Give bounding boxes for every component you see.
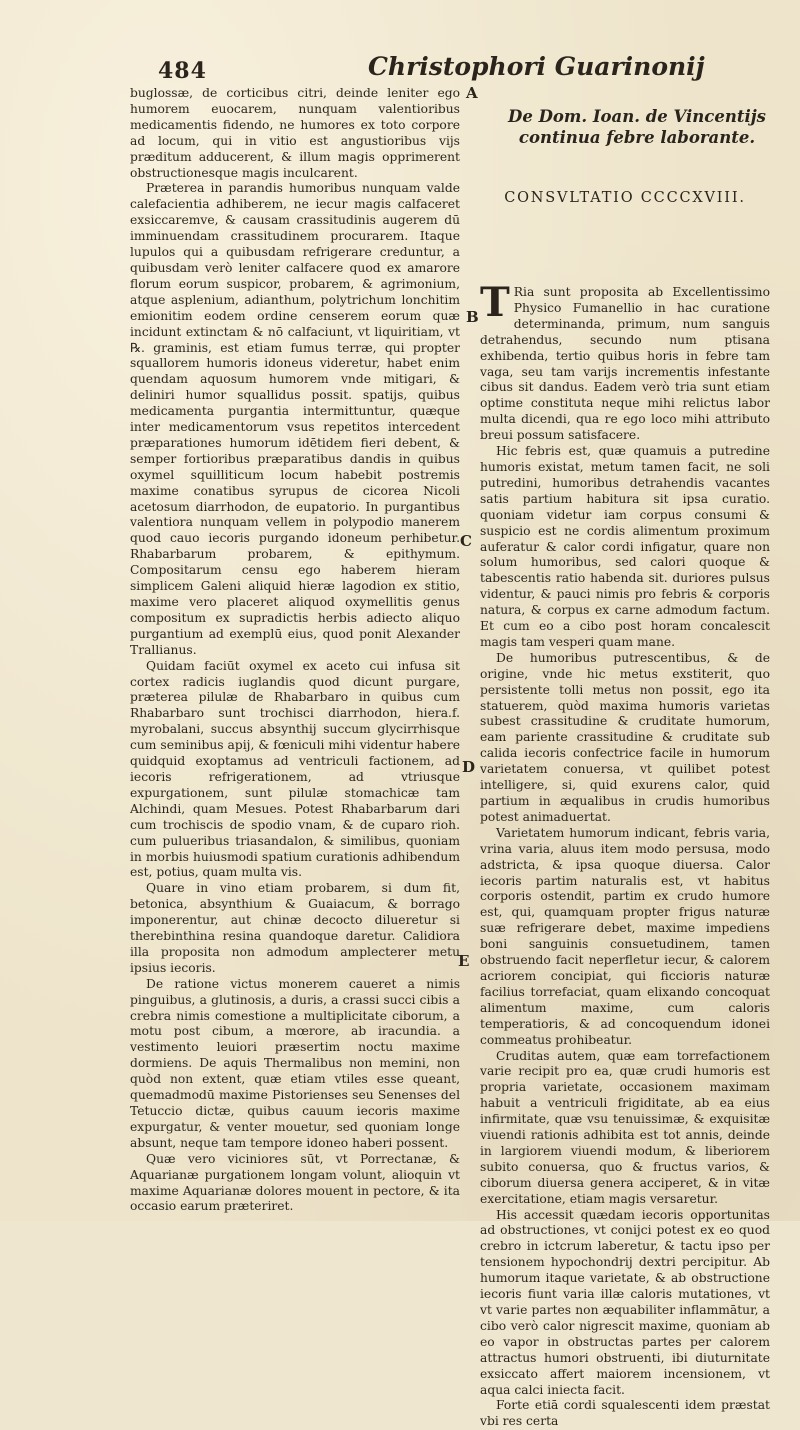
- left-column: [130, 86, 460, 1214]
- page-number: 484: [158, 58, 207, 84]
- right-paragraph: Varietatem humorum indicant, febris varia, vrina varia, aluus item modo persusa, modo adstricta, & ipsa quoque diuersa. Calor iecoris partim naturalis est, vt habitus corporis ostendit, partim ex crudo humore est, qui, quamquam propter frigus naturæ suæ refrigerare debet, maxime impediens boni sanguinis consuetudinem, tamen obstruendo facit neperfletur iecur, & calorem acriorem concipiat, qui ficcioris naturæ facilius torrefaciat, quam elixando concoquat alimentum maxime, cum caloris temperatioris, & ad concoquendum idonei commeatus prohibeatur.: [480, 825, 770, 1047]
- margin-letter-e: E: [458, 952, 470, 970]
- left-paragraph: Quidam faciūt oxymel ex aceto cui infusa sit cortex radicis iuglandis quod dicunt purgare, præterea pilulæ de Rhabarbaro in quibus cum Rhabarbaro sunt trochisci diarrhodon, hiera.f. myrobalani, succus absynthij succum glycirrhisque cum seminibus apij, & fœniculi mihi videntur habere quidquid exoptamus ad ventriculi factionem, ad iecoris refrigerationem, ad vtriusque expurgationem, sunt pilulæ stomachicæ tam Alchindi, quam Mesues. Potest Rhabarbarum dari cum trochiscis de spodio vnam, & de cuparo rioh. cum pulueribus triasandalon, & similibus, quoniam in morbis huiusmodi spatium curationis adhibendum est, potius, quam multa vis.: [130, 658, 460, 880]
- margin-letter-c: C: [460, 532, 472, 550]
- drop-cap: T: [480, 279, 510, 326]
- right-column: [480, 279, 770, 1429]
- running-head: Christophori Guarinonij: [368, 52, 705, 81]
- margin-letter-a: A: [466, 84, 478, 102]
- left-paragraph: Præterea in parandis humoribus nunquam valde calefacientia adhiberem, ne iecur magis calfaceret exsiccaremve, & causam crassitudinis augerem dū imminuendam crassitudinem procurarem. Itaque lupulos qui a quibusdam refrigerare creduntur, a quibusdam verò leniter calfacere quod ex amarore florum eorum suspicor, probarem, & agrimonium, atque asplenium, adianthum, polytrichum lonchitim emionitim eodem ordine censerem eorum quæ incidunt extinctam & nō calfaciunt, vt liquiritiam, vt ℞. graminis, est etiam fumus terræ, qui propter squallorem humoris idoneus videretur, habet enim quendam aquosum humorem vnde mitigari, & deliniri humor squallidus possit. spatijs, quibus medicamenta purgantia intermittuntur, quæque inter medicamentorum vsus repetitos intercedent præparationes humorum idētidem fieri debent, & semper fortioribus præparatibus dandis in quibus oxymel squilliticum locum habebit postremis maxime conatibus syrupus de cicorea Nicoli acetosum diarrhodon, de eupatorio. In purgantibus valentiora nunquam vellem in polypodio manerem quod cauo iecoris purgando idoneum perhibetur. Rhabarbarum probarem, & epithymum. Compositarum censu ego haberem hieram simplicem Galeni aliquid hieræ lagodion ex stitio, maxime vero placeret aliquod oxymellitis genus compositum ex supradictis herbis adiecto aliquo purgantium ad exemplū eius, quod ponit Alexander Trallianus.: [130, 181, 460, 657]
- right-paragraph-text: Ria sunt proposita ab Excellentissimo Physico Fumanellio in hac curatione determinanda, primum, num sanguis detrahendus, secundo num ptisana exhibenda, tertio quibus horis in febre tam vaga, seu tam varijs incrementis infestante cibus sit dandus. Eadem verò tria sunt etiam optime constituta neque mihi relictus labor multa dicendi, qua re ego loco mihi attributo breui possum satisfacere.: [480, 285, 770, 443]
- left-paragraph: Quæ vero viciniores sūt, vt Porrectanæ, & Aquarianæ purgationem longam volunt, alioquin vt maxime Aquarianæ dolores mouent in pectore, & ita occasio earum præteriret.: [130, 1151, 460, 1214]
- right-paragraph-first: [480, 279, 770, 444]
- left-paragraph: Quare in vino etiam probarem, si dum fit, betonica, absynthium & Guaiacum, & borrago imponerentur, aut chinæ decocto dilueretur si therebinthina resina quandoque daretur. Calidiora illa proposita non admodum amplecterer metu ipsius iecoris.: [130, 881, 460, 975]
- right-paragraph: De humoribus putrescentibus, & de origine, vnde hic metus exstiterit, quo persistente tolli metus non possit, ego ita statuerem, quòd maxima humoris varietas subest crassitudine & cruditate humorum, eam pariente crassitudine & cruditate sub calida iecoris confectrice facile in humorum varietatem conuersa, vt quilibet potest intelligere, si, quid exurens calor, quid partium in æqualibus in crudis humoribus potest animaduertat.: [480, 650, 770, 824]
- left-paragraph: buglossæ, de corticibus citri, deinde leniter ego humorem euocarem, nunquam valentioribus medicamentis fidendo, ne humores ex toto corpore ad locum, qui in vitio est angustioribus vijs præditum adducerent, & illum magis opprimerent obstructionesque magis inculcarent.: [130, 86, 460, 180]
- right-paragraph: Forte etiā cordi squalescenti idem præstat vbi res certa: [480, 1398, 770, 1429]
- right-paragraph: Hic febris est, quæ quamuis a putredine humoris existat, metum tamen facit, ne soli putredini, humoribus detrahendis vacantes satis partium habitura sit ipsa curatio. quoniam videtur iam corpus consumi & suspicio est ne cordis alimentum proximum auferatur & calor cordi infigatur, quare non solum humoribus, sed calori quoque & tabescentis ratio habenda sit. duriores pulsus videntur, & pauci nimis pro febris & corporis natura, & corpus ex carne admodum factum. Et cum eo a cibo post horam concalescit magis tam vesperi quam mane.: [480, 444, 770, 649]
- right-paragraph: Cruditas autem, quæ eam torrefactionem varie recipit pro ea, quæ crudi humoris est propria varietate, occasionem maximam habuit a ventriculi frigiditate, ab ea eius infirmitate, quæ vsu tenuissimæ, & exquisitæ viuendi rationis adhibita est tot annis, deinde in largiorem viuendi modum, & liberiorem subito conuersa, quo & fructus varios, & ciborum diuersa genera acciperet, & in vitæ exercitatione, etiam magis versaretur.: [480, 1048, 770, 1206]
- margin-letter-b: B: [466, 308, 479, 326]
- consultation-heading: De Dom. Ioan. de Vincentijs continua febre laborante.: [508, 107, 766, 147]
- left-paragraph: De ratione victus monerem caueret a nimis pinguibus, a glutinosis, a duris, a crassi succi cibis a crebra nimis comestione a multiplicitate ciborum, a motu post cibum, a mœrore, ab iracundia. a vestimento leuiori præsertim noctu maxime dormiens. De aquis Thermalibus non memini, non quòd non extent, quæ etiam vtiles esse queant, quemadmodū maxime Pistorienses seu Senenses del Tetuccio dictæ, quibus cauum iecoris maxime expurgatur, & venter mouetur, sed quoniam longe absunt, neque tam tempore idoneo haberi possent.: [130, 976, 460, 1150]
- right-paragraph: His accessit quædam iecoris opportunitas ad obstructiones, vt conijci potest ex eo quod crebro in ictcrum laberetur, & tactu ipso per tensionem hypochondrij dextri percipitur. Ab humorum itaque varietate, & ab obstructione iecoris fiunt varia illæ caloris mutationes, vt vt varie partes non æquabiliter inflammātur, a cibo verò calor nigrescit maxime, quoniam ab eo vapor in obstructas partes per calorem attractus humori obstruenti, ibi diuturnitate exsiccato affert maiorem incensionem, vt aqua calci iniecta facit.: [480, 1207, 770, 1397]
- consultation-title: CONSVLTATIO CCCCXVIII.: [504, 190, 746, 206]
- margin-letter-d: D: [462, 758, 476, 776]
